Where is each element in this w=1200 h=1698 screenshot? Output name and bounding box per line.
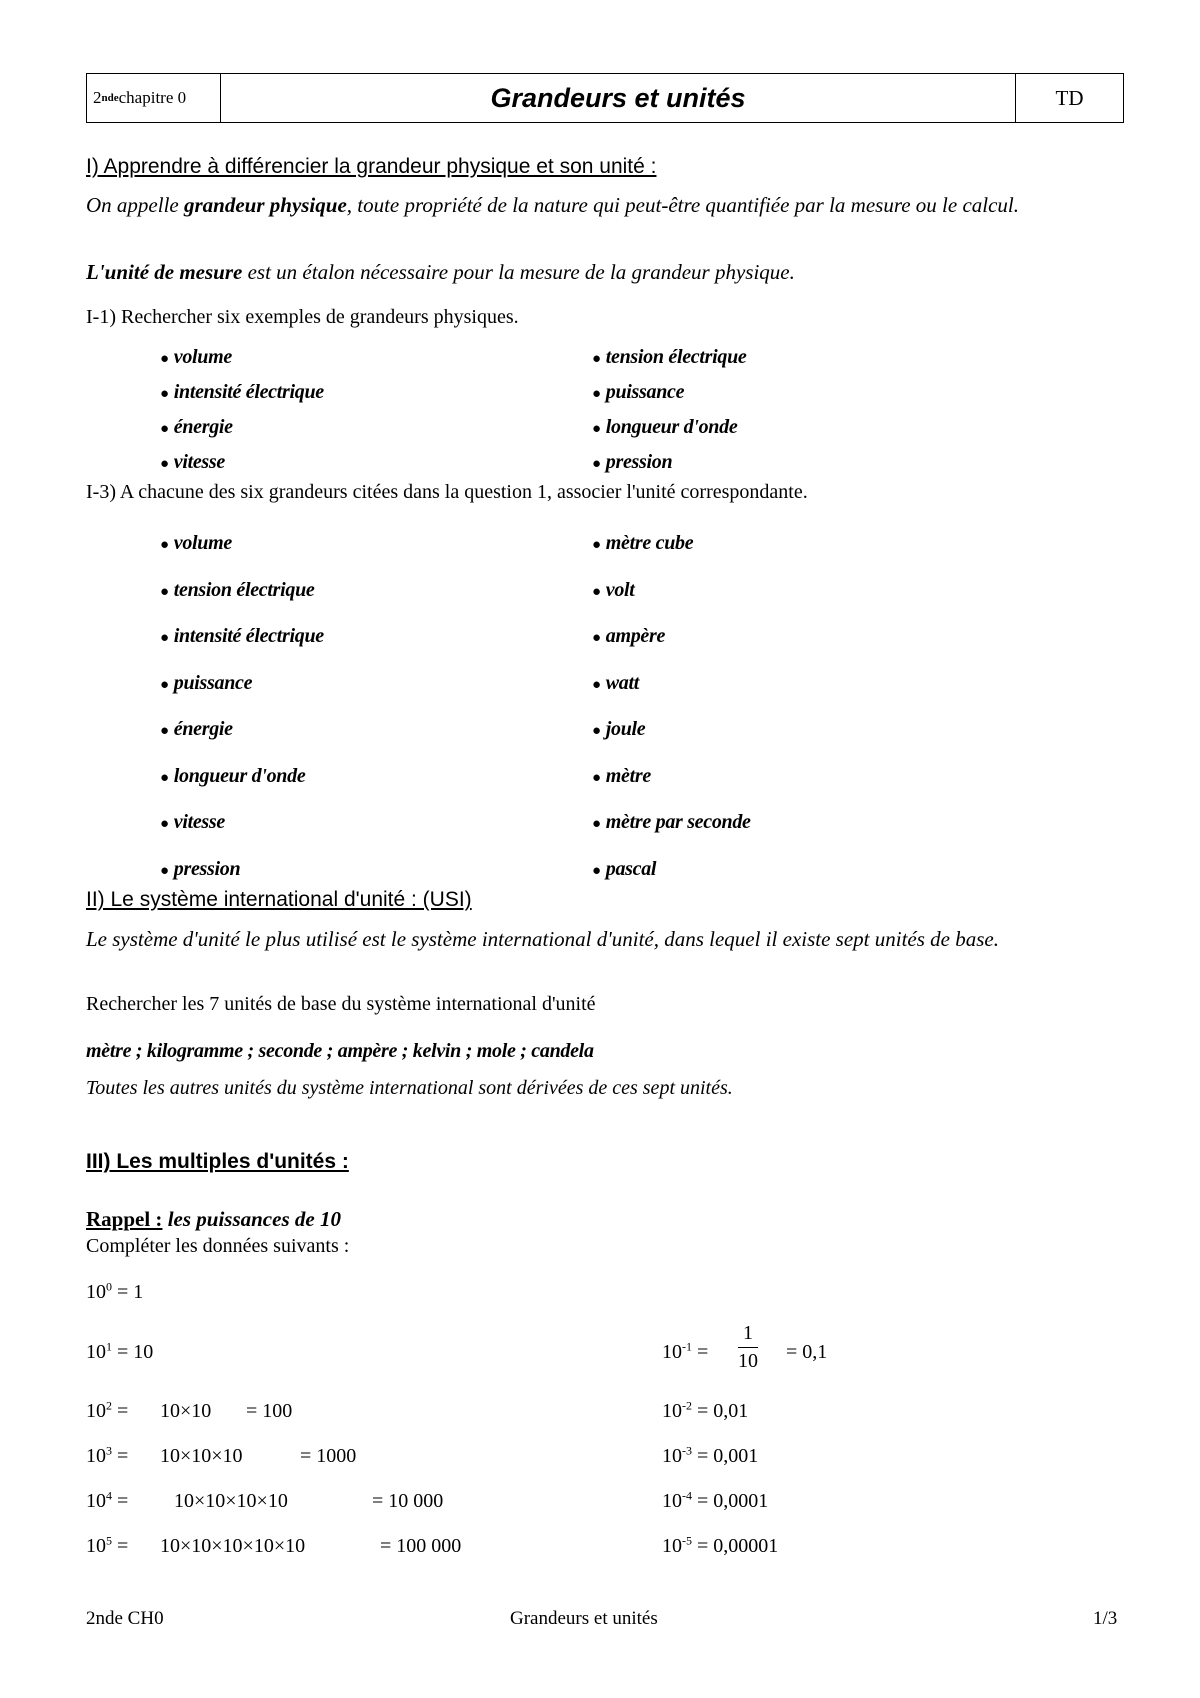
list-item-text: tension électrique: [605, 346, 747, 368]
rappel-label: Rappel :: [86, 1207, 163, 1231]
power-exp: 2: [106, 1398, 112, 1413]
neg-power-row: [662, 1341, 708, 1364]
neg-power-row: [662, 1535, 778, 1558]
header-level: 2: [93, 88, 102, 107]
def2-post: est un étalon nécessaire pour la mesure de la grandeur physique.: [242, 260, 795, 284]
power-result: = 100: [246, 1400, 293, 1422]
list-item-text: énergie: [173, 718, 233, 740]
list-item-text: joule: [605, 718, 646, 740]
list-item-text: mètre: [605, 764, 651, 787]
list-item-text: longueur d'onde: [173, 764, 306, 787]
power-base: 10: [86, 1535, 106, 1557]
list-item: ● mètre par seconde: [592, 811, 751, 833]
list-item-text: intensité électrique: [173, 625, 324, 647]
q1-right-list: [592, 341, 746, 481]
power-eq: =: [692, 1341, 709, 1363]
power-exp: -3: [682, 1443, 692, 1458]
power-base: 10: [662, 1400, 682, 1422]
q3-right-list: [592, 521, 751, 893]
list-item-text: pression: [605, 451, 673, 473]
list-item-text: intensité électrique: [173, 381, 324, 403]
power-base: 10: [662, 1341, 682, 1363]
rappel-line: [86, 1207, 341, 1232]
question-i1: I-1) Rechercher six exemples de grandeurs physiques.: [86, 306, 519, 328]
list-item-text: pascal: [605, 857, 657, 880]
power-result: = 1000: [300, 1445, 357, 1467]
list-item-text: tension électrique: [173, 578, 315, 601]
power-row: [86, 1341, 153, 1364]
list-item: ● vitesse: [160, 811, 225, 833]
footer-center: Grandeurs et unités: [510, 1608, 658, 1629]
list-item-text: ampère: [605, 625, 666, 647]
header-chapter-label: chapitre 0: [118, 88, 187, 107]
list-item: ● pascal: [592, 857, 657, 880]
power-eq: =: [112, 1400, 129, 1422]
power-row: [86, 1281, 143, 1304]
list-item: ● puissance: [592, 381, 685, 403]
fraction: [738, 1322, 758, 1373]
list-item-text: énergie: [173, 416, 233, 438]
fraction-numerator: 1: [738, 1322, 758, 1348]
power-base: 10: [86, 1400, 106, 1422]
power-work: 10×10×10×10: [174, 1490, 288, 1512]
power-base: 10: [662, 1490, 682, 1512]
section3-heading: III) Les multiples d'unités :: [86, 1150, 349, 1173]
list-item: ● watt: [592, 671, 640, 694]
power-eq: =: [112, 1490, 129, 1512]
list-item: ● intensité électrique: [160, 625, 324, 647]
power-row: [86, 1535, 128, 1558]
power-eq: = 0,01: [692, 1400, 749, 1422]
instruction-line: Compléter les données suivants :: [86, 1235, 350, 1257]
power-eq: =: [112, 1535, 129, 1557]
list-item-text: vitesse: [173, 451, 225, 473]
list-item-text: puissance: [605, 381, 685, 403]
power-base: 10: [86, 1490, 106, 1512]
list-item: ● mètre: [592, 764, 651, 787]
power-exp: 4: [106, 1488, 112, 1503]
power-exp: 0: [106, 1279, 112, 1294]
def1-pre: On appelle: [86, 193, 184, 217]
list-item-text: vitesse: [173, 811, 225, 833]
list-item: ● tension électrique: [592, 346, 747, 368]
power-result: = 0,1: [786, 1341, 828, 1363]
question-i3: I-3) A chacune des six grandeurs citées dans la question 1, associer l'unité correspondante.: [86, 481, 808, 503]
neg-power-row: [662, 1490, 768, 1513]
fraction-denominator: 10: [738, 1350, 758, 1372]
power-base: 10: [662, 1445, 682, 1467]
list-item-text: puissance: [173, 671, 253, 694]
section2-question: Rechercher les 7 unités de base du système international d'unité: [86, 993, 596, 1015]
power-work: 10×10×10×10×10: [160, 1535, 306, 1557]
power-work: 10×10: [160, 1400, 212, 1422]
list-item: ● longueur d'onde: [592, 416, 738, 438]
power-result: = 100 000: [380, 1535, 462, 1557]
list-item: ● volume: [160, 532, 232, 554]
power-eq: = 0,001: [692, 1445, 759, 1467]
section2-text: Le système d'unité le plus utilisé est le système international d'unité, dans lequel il existe sept unités de base.: [86, 927, 999, 951]
list-item: ● joule: [592, 718, 646, 740]
power-exp: -4: [682, 1488, 692, 1503]
header-type: TD: [1015, 74, 1123, 122]
power-exp: 5: [106, 1533, 112, 1548]
power-base: 10: [662, 1535, 682, 1557]
power-exp: 1: [106, 1339, 112, 1354]
list-item-text: mètre cube: [605, 532, 694, 554]
list-item: ● énergie: [160, 416, 233, 438]
power-work: 10×10×10: [160, 1445, 243, 1467]
list-item-text: longueur d'onde: [605, 416, 738, 438]
def1-post: , toute propriété de la nature qui peut-être quantifiée par la mesure ou le calcul.: [346, 193, 1020, 217]
section1-heading: I) Apprendre à différencier la grandeur physique et son unité :: [86, 155, 657, 178]
power-row: [86, 1445, 128, 1468]
list-item-text: volume: [173, 346, 232, 368]
def2-bold: L'unité de mesure: [86, 260, 243, 284]
list-item-text: watt: [605, 671, 640, 694]
list-item-text: mètre par seconde: [605, 811, 751, 833]
footer-page-number: 1/3: [1093, 1608, 1118, 1629]
list-item-text: pression: [173, 857, 241, 880]
section2-answer: mètre ; kilogramme ; seconde ; ampère ; kelvin ; mole ; candela: [86, 1040, 594, 1062]
footer-left: 2nde CH0: [86, 1608, 164, 1629]
power-exp: -2: [682, 1398, 692, 1413]
definition-unite: [86, 259, 1126, 286]
power-base: 10: [86, 1445, 106, 1467]
list-item: ● pression: [160, 857, 241, 880]
power-eq: = 10: [112, 1341, 154, 1363]
power-row: [86, 1400, 128, 1423]
list-item: ● ampère: [592, 625, 666, 647]
power-exp: -1: [682, 1339, 692, 1354]
def1-bold: grandeur physique: [183, 193, 347, 217]
definition-grandeur: [86, 192, 1126, 219]
section2-note: Toutes les autres unités du système international sont dérivées de ces sept unités.: [86, 1077, 733, 1099]
list-item: ● pression: [592, 451, 673, 473]
power-result: = 10 000: [372, 1490, 444, 1512]
rappel-text: les puissances de 10: [162, 1207, 341, 1231]
power-eq: = 0,00001: [692, 1535, 779, 1557]
list-item: ● intensité électrique: [160, 381, 324, 403]
q1-left-list: [160, 341, 324, 481]
q3-left-list: [160, 521, 324, 893]
list-item: ● longueur d'onde: [160, 764, 306, 787]
power-eq: = 1: [112, 1281, 144, 1303]
list-item: ● tension électrique: [160, 578, 315, 601]
power-eq: = 0,0001: [692, 1490, 769, 1512]
power-base: 10: [86, 1341, 106, 1363]
power-base: 10: [86, 1281, 106, 1303]
power-exp: -5: [682, 1533, 692, 1548]
list-item: ● volt: [592, 578, 635, 601]
header-chapter: 2 nde chapitre 0: [87, 74, 221, 122]
section2-heading: II) Le système international d'unité : (USI): [86, 888, 472, 911]
list-item: ● volume: [160, 346, 232, 368]
power-exp: 3: [106, 1443, 112, 1458]
list-item: ● vitesse: [160, 451, 225, 473]
power-row: [86, 1490, 128, 1513]
list-item: ● mètre cube: [592, 532, 694, 554]
list-item-text: volume: [173, 532, 232, 554]
list-item: ● énergie: [160, 718, 233, 740]
list-item: ● puissance: [160, 671, 253, 694]
header-box: [86, 73, 1124, 123]
page-title: Grandeurs et unités: [490, 82, 746, 113]
list-item-text: volt: [605, 578, 635, 601]
power-eq: =: [112, 1445, 129, 1467]
neg-power-row: [662, 1445, 758, 1468]
neg-power-row: [662, 1400, 748, 1423]
